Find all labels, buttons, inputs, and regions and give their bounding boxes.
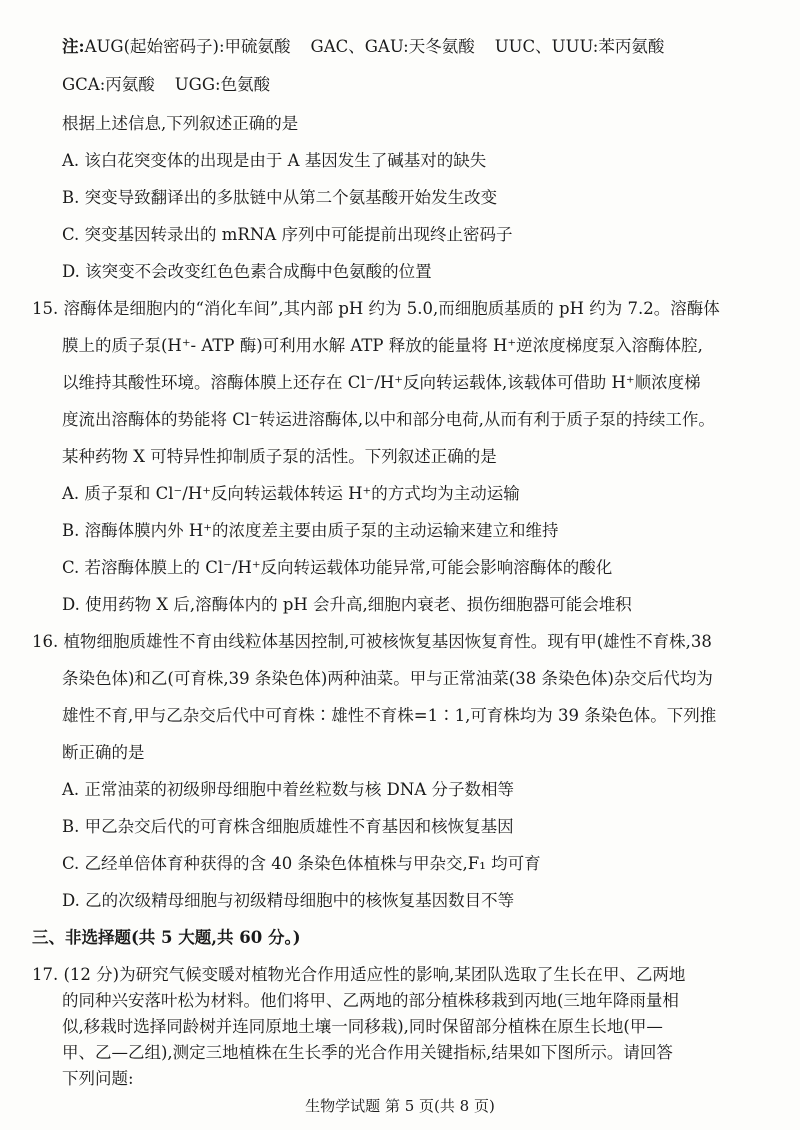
q15-line: 膜上的质子泵(H⁺- ATP 酶)可利用水解 ATP 释放的能量将 H⁺逆浓度梯度泵入溶酶体腔, [62, 336, 703, 355]
q17-line: 似,移栽时选择同龄树并连同原地土壤一同移栽),同时保留部分植株在原生长地(甲— [62, 1017, 663, 1036]
q15-line: 15. 溶酶体是细胞内的“消化车间”,其内部 pH 约为 5.0,而细胞质基质的 pH 约为 7.2。溶酶体 [32, 299, 720, 318]
note-codon-gac: GAC、GAU:天冬氨酸 [310, 37, 475, 56]
q17-line: 的同种兴安落叶松为材料。他们将甲、乙两地的部分植株移栽到丙地(三地年降雨量相 [62, 991, 679, 1010]
page-footer: 生物学试题 第 5 页(共 8 页) [305, 1097, 495, 1115]
q14-stem: 根据上述信息,下列叙述正确的是 [62, 114, 299, 133]
q15-option-c: C. 若溶酶体膜上的 Cl⁻/H⁺反向转运载体功能异常,可能会影响溶酶体的酸化 [62, 558, 613, 577]
note-codon-aug: AUG(起始密码子):甲硫氨酸 [84, 37, 291, 56]
q16-option-a: A. 正常油菜的初级卵母细胞中着丝粒数与核 DNA 分子数相等 [62, 780, 514, 799]
q17-line: 甲、乙—乙组),测定三地植株在生长季的光合作用关键指标,结果如下图所示。请回答 [62, 1043, 673, 1062]
q16-line: 雄性不育,甲与乙杂交后代中可育株∶雄性不育株=1∶1,可育株均为 39 条染色体。下列推 [62, 706, 717, 725]
q17-line: 下列问题: [62, 1069, 134, 1088]
q15-option-b: B. 溶酶体膜内外 H⁺的浓度差主要由质子泵的主动运输来建立和维持 [62, 521, 559, 540]
q14-option-c: C. 突变基因转录出的 mRNA 序列中可能提前出现终止密码子 [62, 225, 513, 244]
q14-option-d: D. 该突变不会改变红色色素合成酶中色氨酸的位置 [62, 262, 432, 281]
note-label: 注: [62, 37, 85, 56]
q15-line: 度流出溶酶体的势能将 Cl⁻转运进溶酶体,以中和部分电荷,从而有利于质子泵的持续工作。 [62, 410, 715, 429]
q15-line: 以维持其酸性环境。溶酶体膜上还存在 Cl⁻/H⁺反向转运载体,该载体可借助 H⁺顺浓度梯 [62, 373, 701, 392]
section-heading: 三、非选择题(共 5 大题,共 60 分。) [32, 928, 301, 947]
note-codon-ugg: UGG:色氨酸 [174, 75, 271, 94]
q15-line: 某种药物 X 可特异性抑制质子泵的活性。下列叙述正确的是 [62, 447, 497, 466]
q16-line: 16. 植物细胞质雄性不育由线粒体基因控制,可被核恢复基因恢复育性。现有甲(雄性不育株,38 [32, 632, 712, 651]
q15-option-a: A. 质子泵和 Cl⁻/H⁺反向转运载体转运 H⁺的方式均为主动运输 [62, 484, 520, 503]
q16-line: 条染色体)和乙(可育株,39 条染色体)两种油菜。甲与正常油菜(38 条染色体)杂交后代均为 [62, 669, 713, 688]
q15-option-d: D. 使用药物 X 后,溶酶体内的 pH 会升高,细胞内衰老、损伤细胞器可能会堆积 [62, 595, 632, 614]
q17-line: 17. (12 分)为研究气候变暖对植物光合作用适应性的影响,某团队选取了生长在甲、乙两地 [32, 965, 686, 984]
note-codon-gca: GCA:丙氨酸 [62, 75, 155, 94]
q16-option-d: D. 乙的次级精母细胞与初级精母细胞中的核恢复基因数目不等 [62, 891, 515, 910]
note-line-2 [62, 75, 270, 95]
q14-option-a: A. 该白花突变体的出现是由于 A 基因发生了碱基对的缺失 [62, 151, 487, 170]
q14-option-b: B. 突变导致翻译出的多肽链中从第二个氨基酸开始发生改变 [62, 188, 498, 207]
q16-line: 断正确的是 [62, 743, 145, 762]
q16-option-c: C. 乙经单倍体育种获得的含 40 条染色体植株与甲杂交,F₁ 均可育 [62, 854, 541, 873]
note-line-1 [62, 37, 664, 57]
note-codon-uuc: UUC、UUU:苯丙氨酸 [494, 37, 665, 56]
q16-option-b: B. 甲乙杂交后代的可育株含细胞质雄性不育基因和核恢复基因 [62, 817, 514, 836]
